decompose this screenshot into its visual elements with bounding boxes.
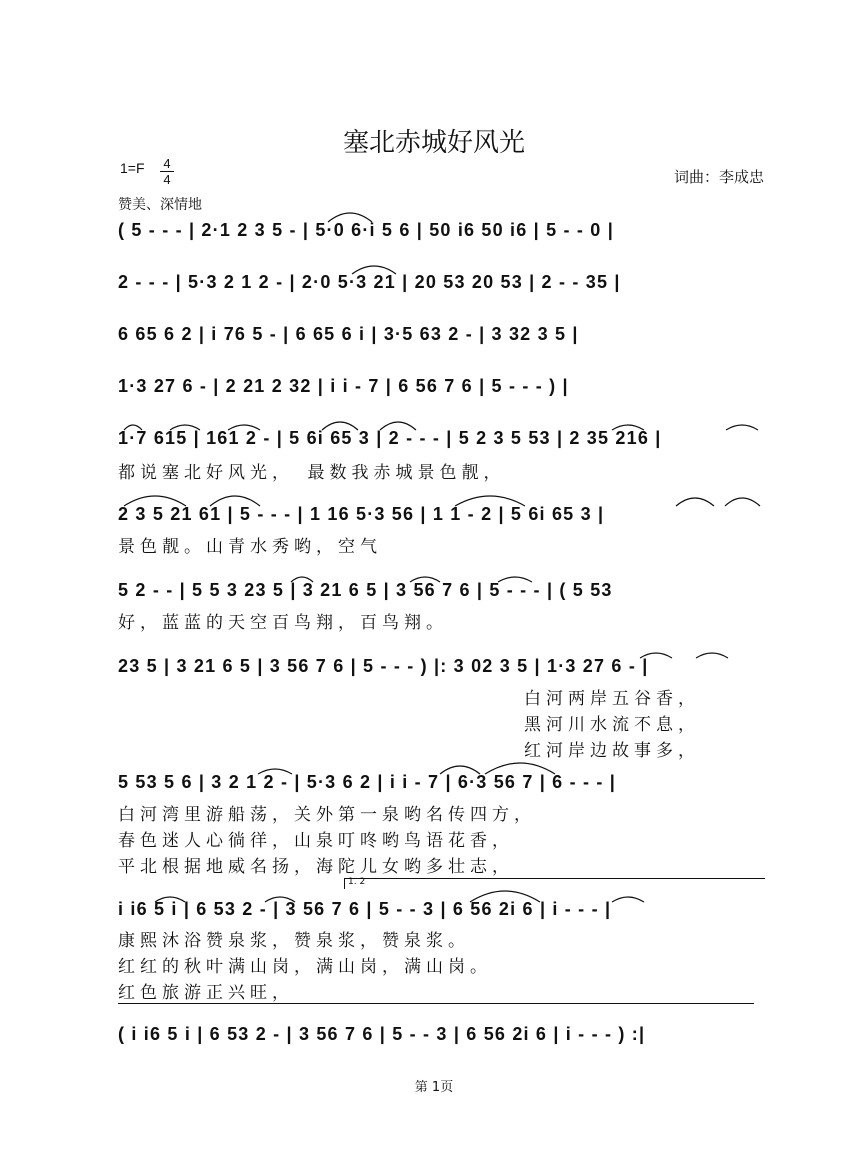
score-line-2: 2 - - - | 5·3 2 1 2 - | 2·0 5·3 21 | 20 53 20 53 | 2 - - 35 |: [118, 272, 621, 292]
score-line-9: 5 53 5 6 | 3 2 1 2 - | 5·3 6 2 | i i - 7 | 6·3 56 7 | 6 - - - |: [118, 772, 617, 792]
lyric-line-4: 白河两岸五谷香，: [524, 689, 700, 709]
score-line-4: 1·3 27 6 - | 2 21 2 32 | i i - 7 | 6 56 7 6 | 5 - - - ) |: [118, 376, 569, 396]
page-number: 第 1页: [414, 1080, 454, 1095]
volta-label: 1. 2: [348, 877, 366, 887]
lyric-line-11: 红红的秋叶满山岗，满山岗，满山岗。: [118, 957, 492, 977]
score-line-3: 6 65 6 2 | i 76 5 - | 6 65 6 i | 3·5 63 2 - | 3 32 3 5 |: [118, 324, 579, 344]
score-line-6: 2 3 5 21 61 | 5 - - - | 1 16 5·3 56 | 1 1 - 2 | 5 6i 65 3 |: [118, 504, 605, 524]
song-title: 塞北赤城好风光: [342, 128, 525, 158]
lyric-line-9: 平北根据地威名扬，海陀儿女哟多壮志，: [118, 857, 514, 877]
score-line-11: ( i i6 5 i | 6 53 2 - | 3 56 7 6 | 5 - - 3 | 6 56 2i 6 | i - - - ) :|: [118, 1024, 646, 1044]
lyric-line-3: 好，蓝蓝的天空百鸟翔，百鸟翔。: [118, 613, 448, 633]
score-line-7: 5 2 - - | 5 5 3 23 5 | 3 21 6 5 | 3 56 7 6 | 5 - - - | ( 5 53: [118, 580, 613, 600]
lyric-line-5: 黑河川水流不息，: [524, 715, 700, 735]
lyric-line-10: 康熙沐浴赞泉浆，赞泉浆，赞泉浆。: [118, 931, 470, 951]
lyric-line-1: 都说塞北好风光， 最数我赤城景色靓，: [118, 463, 506, 483]
score-line-8: 23 5 | 3 21 6 5 | 3 56 7 6 | 5 - - - ) |: 3 02 3 5 | 1·3 27 6 - |: [118, 656, 649, 676]
score-line-10: i i6 5 i | 6 53 2 - | 3 56 7 6 | 5 - - 3 | 6 56 2i 6 | i - - - |: [118, 899, 612, 919]
lyric-line-6: 红河岸边故事多，: [524, 741, 700, 761]
lyric-line-7: 白河湾里游船荡，关外第一泉哟名传四方，: [118, 805, 536, 825]
key-signature: 1=F: [120, 160, 145, 176]
meter-top: 4: [163, 156, 171, 171]
lyric-line-8: 春色迷人心徜徉，山泉叮咚哟鸟语花香，: [118, 831, 514, 851]
tempo-marking: 赞美、深情地: [118, 197, 202, 213]
composer-credit: 词曲：李成忠: [673, 168, 764, 186]
meter-bottom: 4: [163, 172, 171, 187]
score-line-5: 1·7 615 | 161 2 - | 5 6i 65 3 | 2 - - - | 5 2 3 5 53 | 2 35 216 |: [118, 428, 662, 448]
lyric-line-12: 红色旅游正兴旺，: [118, 983, 294, 1003]
lyric-line-2: 景色靓。山青水秀哟，空气: [118, 537, 382, 557]
score-line-1: ( 5 - - - | 2·1 2 3 5 - | 5·0 6·i 5 6 | 50 i6 50 i6 | 5 - - 0 |: [118, 220, 614, 240]
